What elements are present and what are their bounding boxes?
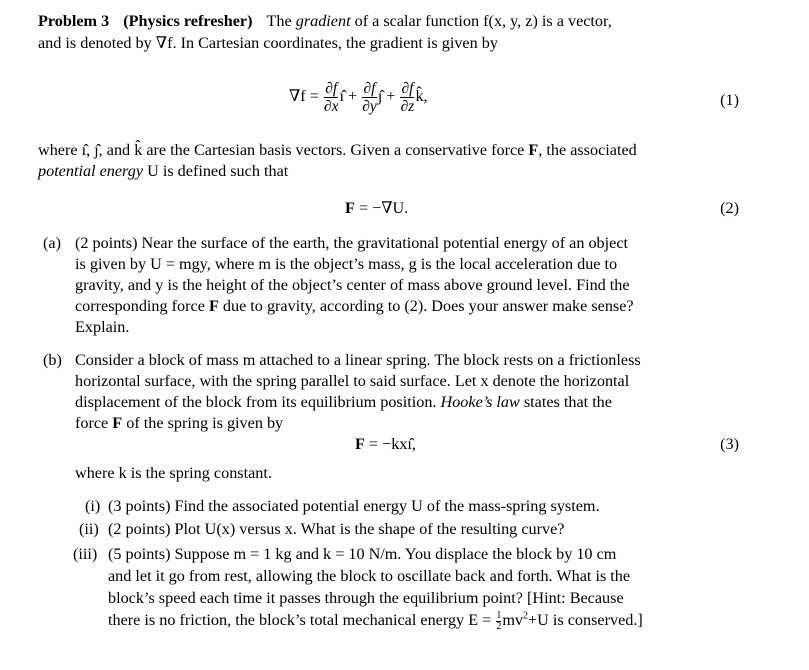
part-b-line-3: [75, 392, 612, 412]
part-b-label: (b): [43, 351, 62, 369]
after-eq1-line-2: [38, 161, 288, 181]
eq1-unit-j: ȷ̂ +: [377, 87, 396, 106]
part-a-label: (a): [43, 234, 61, 252]
after-eq1-text-c: U is defined such that: [143, 162, 289, 180]
sub-iii-line-3: block’s speed each time it passes through the equilibrium point? [Hint: Because: [108, 589, 624, 607]
sub-iii-line-4: [108, 610, 643, 632]
eq1-unit-i: ı̂ +: [339, 87, 358, 106]
eq2-rest: = −∇U.: [354, 199, 409, 217]
part-b-line-4: [75, 413, 283, 433]
equation-3: [355, 434, 416, 454]
intro-text-1b: of a scalar function f(x, y, z) is a vector,: [350, 12, 612, 30]
sub-iii-text-a: there is no friction, the block’s total mechanical energy E =: [108, 611, 496, 629]
problem-topic: (Physics refresher): [123, 12, 253, 30]
after-eq1-line-1: [38, 140, 637, 160]
eq2-force: F: [345, 199, 355, 217]
eq1-fraction-y: [362, 80, 377, 115]
intro-gradient-term: gradient: [295, 12, 351, 30]
half-num: 1: [496, 609, 502, 621]
equation-1-number: (1): [720, 91, 739, 109]
problem-number: Problem 3: [38, 12, 110, 30]
part-b-text-c: force: [75, 414, 113, 432]
sub-iii-text-b: mv: [502, 611, 524, 629]
part-a-text-a: corresponding force: [75, 297, 209, 315]
eq1-lhs: ∇f =: [289, 87, 319, 106]
sub-iii-text-c: +U is conserved.]: [528, 611, 643, 629]
intro-text-1a: The: [266, 12, 296, 30]
eq3-force: F: [355, 435, 365, 453]
part-a-line-1: (2 points) Near the surface of the earth, the gravitational potential energy of an object: [75, 234, 629, 252]
part-a-line-3: gravity, and y is the height of the object’s center of mass above ground level. Find the: [75, 276, 630, 294]
spring-constant-line: where k is the spring constant.: [75, 464, 272, 482]
sub-ii-label: (ii): [79, 520, 99, 538]
part-b-text-b: states that the: [519, 393, 612, 411]
equation-2-number: (2): [720, 199, 739, 217]
part-a-line-5: Explain.: [75, 318, 130, 336]
equation-3-number: (3): [720, 435, 739, 453]
half-den: 2: [496, 620, 502, 632]
squared-exponent: 2: [523, 610, 529, 622]
problem-header: [38, 11, 612, 31]
eq1-f3-num: ∂f: [401, 80, 414, 97]
eq1-unit-k: k̂,: [415, 87, 428, 106]
sub-i-text: (3 points) Find the associated potential energy U of the mass-spring system.: [108, 497, 600, 515]
sub-ii-text: (2 points) Plot U(x) versus x. What is the shape of the resulting curve?: [108, 520, 565, 538]
part-a-force: F: [208, 297, 219, 315]
force-symbol: F: [528, 141, 539, 159]
part-b-line-1: Consider a block of mass m attached to a linear spring. The block rests on a frictionless: [75, 351, 641, 369]
eq1-f2-num: ∂f: [363, 80, 376, 97]
eq3-rest: = −kxı̂,: [364, 435, 416, 453]
one-half-fraction: [496, 611, 501, 632]
hookes-law-term: Hooke’s law: [440, 393, 520, 411]
eq1-f2-den: ∂y: [362, 98, 377, 115]
intro-line-2: and is denoted by ∇f. In Cartesian coordinates, the gradient is given by: [38, 34, 498, 52]
potential-energy-term: potential energy: [38, 162, 144, 180]
eq1-f1-num: ∂f: [325, 80, 338, 97]
part-b-force: F: [112, 414, 123, 432]
sub-iii-label: (iii): [73, 545, 98, 563]
part-b-text-d: of the spring is given by: [122, 414, 284, 432]
part-a-line-2: is given by U = mgy, where m is the object’s mass, g is the local acceleration due to: [75, 255, 618, 273]
eq1-f1-den: ∂x: [323, 98, 339, 115]
part-b-line-2: horizontal surface, with the spring parallel to said surface. Let x denote the horizontal: [75, 372, 630, 390]
part-a-line-4: [75, 296, 634, 316]
equation-1: [289, 80, 428, 115]
eq1-f3-den: ∂z: [400, 98, 415, 115]
part-b-text-a: displacement of the block from its equilibrium position.: [75, 393, 441, 411]
after-eq1-text-a: where ı̂, ȷ̂, and k̂ are the Cartesian basis vectors. Given a conservative force: [38, 141, 529, 159]
eq1-fraction-x: [324, 80, 339, 115]
equation-2: [345, 198, 408, 218]
part-a-text-b: due to gravity, according to (2). Does your answer make sense?: [218, 297, 634, 315]
sub-i-label: (i): [85, 497, 101, 515]
after-eq1-text-b: , the associated: [538, 141, 637, 159]
eq1-fraction-z: [400, 80, 414, 115]
sub-iii-line-1: (5 points) Suppose m = 1 kg and k = 10 N/m. You displace the block by 10 cm: [108, 545, 617, 563]
sub-iii-line-2: and let it go from rest, allowing the block to oscillate back and forth. What is the: [108, 567, 631, 585]
